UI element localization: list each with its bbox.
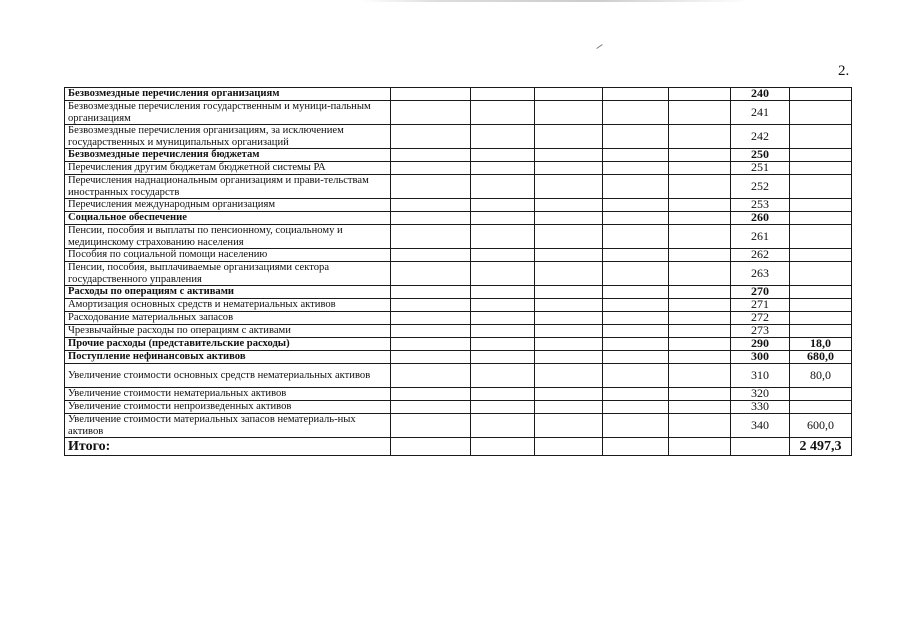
row-name: Увеличение стоимости непроизведенных активов — [65, 401, 391, 414]
empty-cell — [471, 414, 535, 438]
empty-cell — [535, 175, 603, 199]
empty-cell — [471, 401, 535, 414]
empty-cell — [471, 351, 535, 364]
table-row — [65, 125, 852, 149]
row-value — [790, 175, 852, 199]
empty-cell — [603, 351, 669, 364]
empty-cell — [391, 225, 471, 249]
row-name: Прочие расходы (представительские расходы) — [65, 338, 391, 351]
row-code: 270 — [731, 286, 790, 299]
empty-cell — [391, 338, 471, 351]
empty-cell — [471, 225, 535, 249]
empty-cell — [603, 414, 669, 438]
empty-cell — [471, 262, 535, 286]
empty-cell — [471, 388, 535, 401]
empty-cell — [535, 338, 603, 351]
row-code: 263 — [731, 262, 790, 286]
row-name: Увеличение стоимости материальных запасов нематериаль-ных активов — [65, 414, 391, 438]
empty-cell — [391, 299, 471, 312]
table-row — [65, 325, 852, 338]
empty-cell — [391, 262, 471, 286]
empty-cell — [603, 438, 669, 456]
row-code: 253 — [731, 199, 790, 212]
empty-cell — [391, 325, 471, 338]
row-value — [790, 88, 852, 101]
empty-cell — [535, 149, 603, 162]
empty-cell — [535, 88, 603, 101]
row-name: Перечисления наднациональным организациям и прави-тельствам иностранных государств — [65, 175, 391, 199]
row-value — [790, 262, 852, 286]
row-name: Социальное обеспечение — [65, 212, 391, 225]
empty-cell — [391, 88, 471, 101]
empty-cell — [535, 199, 603, 212]
empty-cell — [471, 175, 535, 199]
empty-cell — [535, 262, 603, 286]
empty-cell — [391, 249, 471, 262]
table-row — [65, 388, 852, 401]
empty-cell — [535, 364, 603, 388]
table-row — [65, 286, 852, 299]
table-row — [65, 299, 852, 312]
row-name: Пособия по социальной помощи населению — [65, 249, 391, 262]
empty-cell — [535, 325, 603, 338]
row-code: 250 — [731, 149, 790, 162]
empty-cell — [603, 338, 669, 351]
total-label: Итого: — [65, 438, 391, 456]
empty-cell — [471, 438, 535, 456]
empty-cell — [391, 101, 471, 125]
row-name: Безвозмездные перечисления организациям — [65, 88, 391, 101]
empty-cell — [471, 286, 535, 299]
table-row — [65, 312, 852, 325]
empty-cell — [391, 414, 471, 438]
table-row — [65, 175, 852, 199]
empty-cell — [471, 249, 535, 262]
empty-cell — [603, 175, 669, 199]
row-value — [790, 312, 852, 325]
row-value — [790, 286, 852, 299]
empty-cell — [391, 199, 471, 212]
row-code: 261 — [731, 225, 790, 249]
table-row — [65, 212, 852, 225]
table-body — [65, 88, 852, 456]
empty-cell — [669, 401, 731, 414]
empty-cell — [669, 88, 731, 101]
row-name: Увеличение стоимости основных средств нематериальных активов — [65, 364, 391, 388]
empty-cell — [603, 401, 669, 414]
row-code: 300 — [731, 351, 790, 364]
empty-cell — [391, 149, 471, 162]
empty-cell — [535, 212, 603, 225]
empty-cell — [535, 438, 603, 456]
empty-cell — [471, 125, 535, 149]
empty-cell — [603, 388, 669, 401]
empty-cell — [391, 351, 471, 364]
empty-cell — [391, 438, 471, 456]
empty-cell — [603, 149, 669, 162]
empty-cell — [391, 175, 471, 199]
scan-smudge — [360, 0, 750, 2]
total-value: 2 497,3 — [790, 438, 852, 456]
row-code: 290 — [731, 338, 790, 351]
empty-cell — [603, 162, 669, 175]
empty-cell — [669, 364, 731, 388]
empty-cell — [471, 199, 535, 212]
row-code: 310 — [731, 364, 790, 388]
table-row — [65, 401, 852, 414]
row-name: Амортизация основных средств и нематериальных активов — [65, 299, 391, 312]
empty-cell — [535, 351, 603, 364]
empty-cell — [391, 388, 471, 401]
table-row — [65, 351, 852, 364]
row-value — [790, 401, 852, 414]
empty-cell — [535, 388, 603, 401]
table-row — [65, 88, 852, 101]
row-code: 262 — [731, 249, 790, 262]
empty-cell — [603, 199, 669, 212]
table-row — [65, 199, 852, 212]
empty-cell — [535, 299, 603, 312]
row-name: Расходы по операциям с активами — [65, 286, 391, 299]
empty-cell — [391, 312, 471, 325]
scan-mark — [596, 44, 602, 49]
row-value — [790, 388, 852, 401]
row-code: 242 — [731, 125, 790, 149]
empty-cell — [535, 312, 603, 325]
row-name: Перечисления международным организациям — [65, 199, 391, 212]
table-row — [65, 249, 852, 262]
row-value: 80,0 — [790, 364, 852, 388]
row-value — [790, 212, 852, 225]
row-code: 271 — [731, 299, 790, 312]
row-code: 320 — [731, 388, 790, 401]
empty-cell — [535, 162, 603, 175]
empty-cell — [391, 212, 471, 225]
empty-cell — [471, 325, 535, 338]
empty-cell — [603, 125, 669, 149]
empty-cell — [669, 325, 731, 338]
empty-cell — [603, 212, 669, 225]
empty-cell — [669, 101, 731, 125]
empty-cell — [731, 438, 790, 456]
page-number: 2. — [838, 63, 850, 79]
row-name: Пенсии, пособия, выплачиваемые организациями сектора государственного управления — [65, 262, 391, 286]
empty-cell — [391, 286, 471, 299]
empty-cell — [669, 162, 731, 175]
row-name: Перечисления другим бюджетам бюджетной системы РА — [65, 162, 391, 175]
budget-table — [64, 87, 852, 456]
empty-cell — [669, 414, 731, 438]
row-value — [790, 225, 852, 249]
row-code: 240 — [731, 88, 790, 101]
empty-cell — [669, 149, 731, 162]
empty-cell — [603, 249, 669, 262]
row-value — [790, 101, 852, 125]
empty-cell — [535, 125, 603, 149]
row-name: Безвозмездные перечисления бюджетам — [65, 149, 391, 162]
row-name: Расходование материальных запасов — [65, 312, 391, 325]
row-value — [790, 325, 852, 338]
empty-cell — [603, 299, 669, 312]
empty-cell — [603, 101, 669, 125]
empty-cell — [391, 364, 471, 388]
empty-cell — [535, 225, 603, 249]
empty-cell — [669, 199, 731, 212]
row-value — [790, 162, 852, 175]
table-row — [65, 338, 852, 351]
empty-cell — [603, 286, 669, 299]
empty-cell — [471, 312, 535, 325]
empty-cell — [669, 175, 731, 199]
empty-cell — [669, 438, 731, 456]
empty-cell — [669, 212, 731, 225]
empty-cell — [669, 125, 731, 149]
empty-cell — [603, 312, 669, 325]
row-name: Безвозмездные перечисления организациям, за исключением государственных и муниципальных организаций — [65, 125, 391, 149]
table-row — [65, 101, 852, 125]
empty-cell — [669, 338, 731, 351]
row-value: 600,0 — [790, 414, 852, 438]
empty-cell — [471, 101, 535, 125]
empty-cell — [669, 249, 731, 262]
empty-cell — [603, 88, 669, 101]
empty-cell — [535, 249, 603, 262]
empty-cell — [535, 414, 603, 438]
row-code: 273 — [731, 325, 790, 338]
empty-cell — [471, 88, 535, 101]
row-name: Пенсии, пособия и выплаты по пенсионному, социальному и медицинскому страхованию населения — [65, 225, 391, 249]
empty-cell — [471, 149, 535, 162]
row-code: 241 — [731, 101, 790, 125]
empty-cell — [603, 262, 669, 286]
empty-cell — [471, 212, 535, 225]
row-code: 340 — [731, 414, 790, 438]
empty-cell — [471, 338, 535, 351]
table-row — [65, 162, 852, 175]
table-row — [65, 414, 852, 438]
row-code: 252 — [731, 175, 790, 199]
row-value: 18,0 — [790, 338, 852, 351]
row-name: Увеличение стоимости нематериальных активов — [65, 388, 391, 401]
row-value — [790, 299, 852, 312]
row-name: Безвозмездные перечисления государственным и муници-пальным организациям — [65, 101, 391, 125]
empty-cell — [535, 401, 603, 414]
empty-cell — [471, 364, 535, 388]
row-value — [790, 149, 852, 162]
empty-cell — [669, 388, 731, 401]
empty-cell — [603, 364, 669, 388]
empty-cell — [669, 262, 731, 286]
empty-cell — [535, 101, 603, 125]
row-value — [790, 125, 852, 149]
row-code: 251 — [731, 162, 790, 175]
row-value: 680,0 — [790, 351, 852, 364]
row-value — [790, 249, 852, 262]
empty-cell — [391, 125, 471, 149]
empty-cell — [603, 325, 669, 338]
empty-cell — [669, 312, 731, 325]
empty-cell — [669, 351, 731, 364]
row-code: 330 — [731, 401, 790, 414]
empty-cell — [603, 225, 669, 249]
empty-cell — [535, 286, 603, 299]
table-row — [65, 225, 852, 249]
empty-cell — [471, 162, 535, 175]
empty-cell — [391, 162, 471, 175]
row-name: Поступление нефинансовых активов — [65, 351, 391, 364]
row-code: 272 — [731, 312, 790, 325]
row-value — [790, 199, 852, 212]
table-row — [65, 149, 852, 162]
empty-cell — [391, 401, 471, 414]
row-name: Чрезвычайные расходы по операциям с активами — [65, 325, 391, 338]
table-row — [65, 262, 852, 286]
empty-cell — [669, 286, 731, 299]
table-row — [65, 364, 852, 388]
empty-cell — [669, 299, 731, 312]
empty-cell — [669, 225, 731, 249]
total-row — [65, 438, 852, 456]
empty-cell — [471, 299, 535, 312]
row-code: 260 — [731, 212, 790, 225]
